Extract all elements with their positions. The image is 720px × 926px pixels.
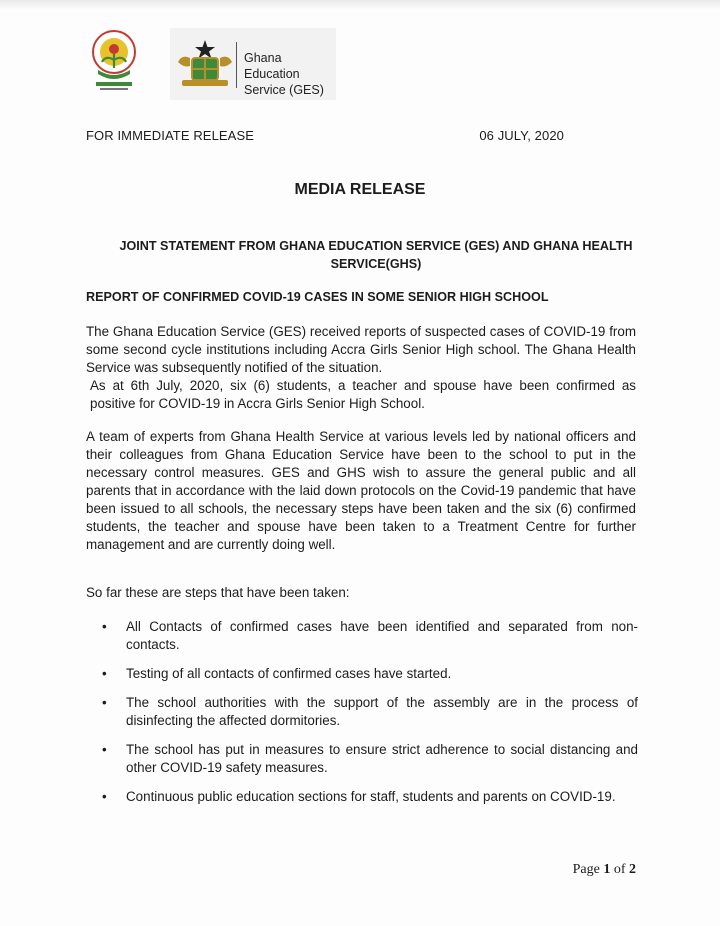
paragraph-3: So far these are steps that have been taken: bbox=[86, 585, 350, 600]
page-number bbox=[560, 862, 636, 878]
ghana-health-service-logo-icon bbox=[86, 28, 142, 92]
step-text: The school has put in measures to ensure strict adherence to social distancing and other COVID-19 safety measures. bbox=[126, 742, 638, 775]
ghana-coat-of-arms-icon bbox=[176, 38, 234, 90]
bullet-icon: • bbox=[102, 666, 107, 681]
bullet-icon: • bbox=[102, 695, 107, 710]
step-text: Testing of all contacts of confirmed cases have started. bbox=[126, 666, 452, 681]
of-word: of bbox=[613, 862, 626, 877]
list-item bbox=[86, 694, 638, 730]
ges-divider bbox=[236, 42, 237, 88]
list-item bbox=[86, 665, 638, 683]
steps-list bbox=[86, 618, 638, 817]
release-label: FOR IMMEDIATE RELEASE bbox=[86, 128, 254, 143]
step-text: All Contacts of confirmed cases have been identified and separated from non-contacts. bbox=[126, 619, 638, 652]
paragraph-2: A team of experts from Ghana Health Service at various levels led by national officers and their colleagues from Ghana Education Service have been to the school to put in the necessary control measures. GES and GHS wish to assure the general public and all parents that in accordance with the laid down protocols on the Covid-19 pandemic that have been issued to all schools, the necessary steps have been taken and the six (6) confirmed students, the teacher and spouse have been taken to a Treatment Centre for further management and are currently doing well. bbox=[86, 429, 636, 552]
release-date: 06 JULY, 2020 bbox=[479, 128, 564, 143]
paragraph-1b-text: As at 6th July, 2020, six (6) students, a teacher and spouse have been confirmed as positive for COVID-19 in Accra Girls Senior High School. bbox=[90, 378, 636, 411]
bullet-icon: • bbox=[102, 742, 107, 757]
list-item bbox=[86, 741, 638, 777]
joint-statement-heading: JOINT STATEMENT FROM GHANA EDUCATION SERVICE (GES) AND GHANA HEALTH SERVICE(GHS) bbox=[119, 239, 633, 271]
paragraph-1 bbox=[86, 323, 636, 413]
release-line bbox=[86, 128, 564, 143]
page-title: MEDIA RELEASE bbox=[294, 181, 426, 198]
current-page: 1 bbox=[603, 862, 611, 877]
list-item bbox=[86, 788, 638, 806]
page-word: Page bbox=[572, 862, 600, 877]
ges-org-name: Ghana Education Service (GES) bbox=[244, 51, 324, 97]
list-item bbox=[86, 618, 638, 654]
report-heading: REPORT OF CONFIRMED COVID-19 CASES IN SOME SENIOR HIGH SCHOOL bbox=[86, 290, 549, 304]
step-text: The school authorities with the support of the assembly are in the process of disinfecting the affected dormitories. bbox=[126, 695, 638, 728]
bullet-icon: • bbox=[102, 789, 107, 804]
top-shade bbox=[0, 0, 720, 10]
ges-logo-box bbox=[170, 28, 336, 100]
paragraph-1-text: The Ghana Education Service (GES) received reports of suspected cases of COVID-19 from some second cycle institutions including Accra Girls Senior High school. The Ghana Health Service was subsequently notified of the situation. bbox=[86, 324, 636, 375]
bullet-icon: • bbox=[102, 619, 107, 634]
total-pages: 2 bbox=[629, 862, 636, 877]
step-text: Continuous public education sections for staff, students and parents on COVID-19. bbox=[126, 789, 616, 804]
